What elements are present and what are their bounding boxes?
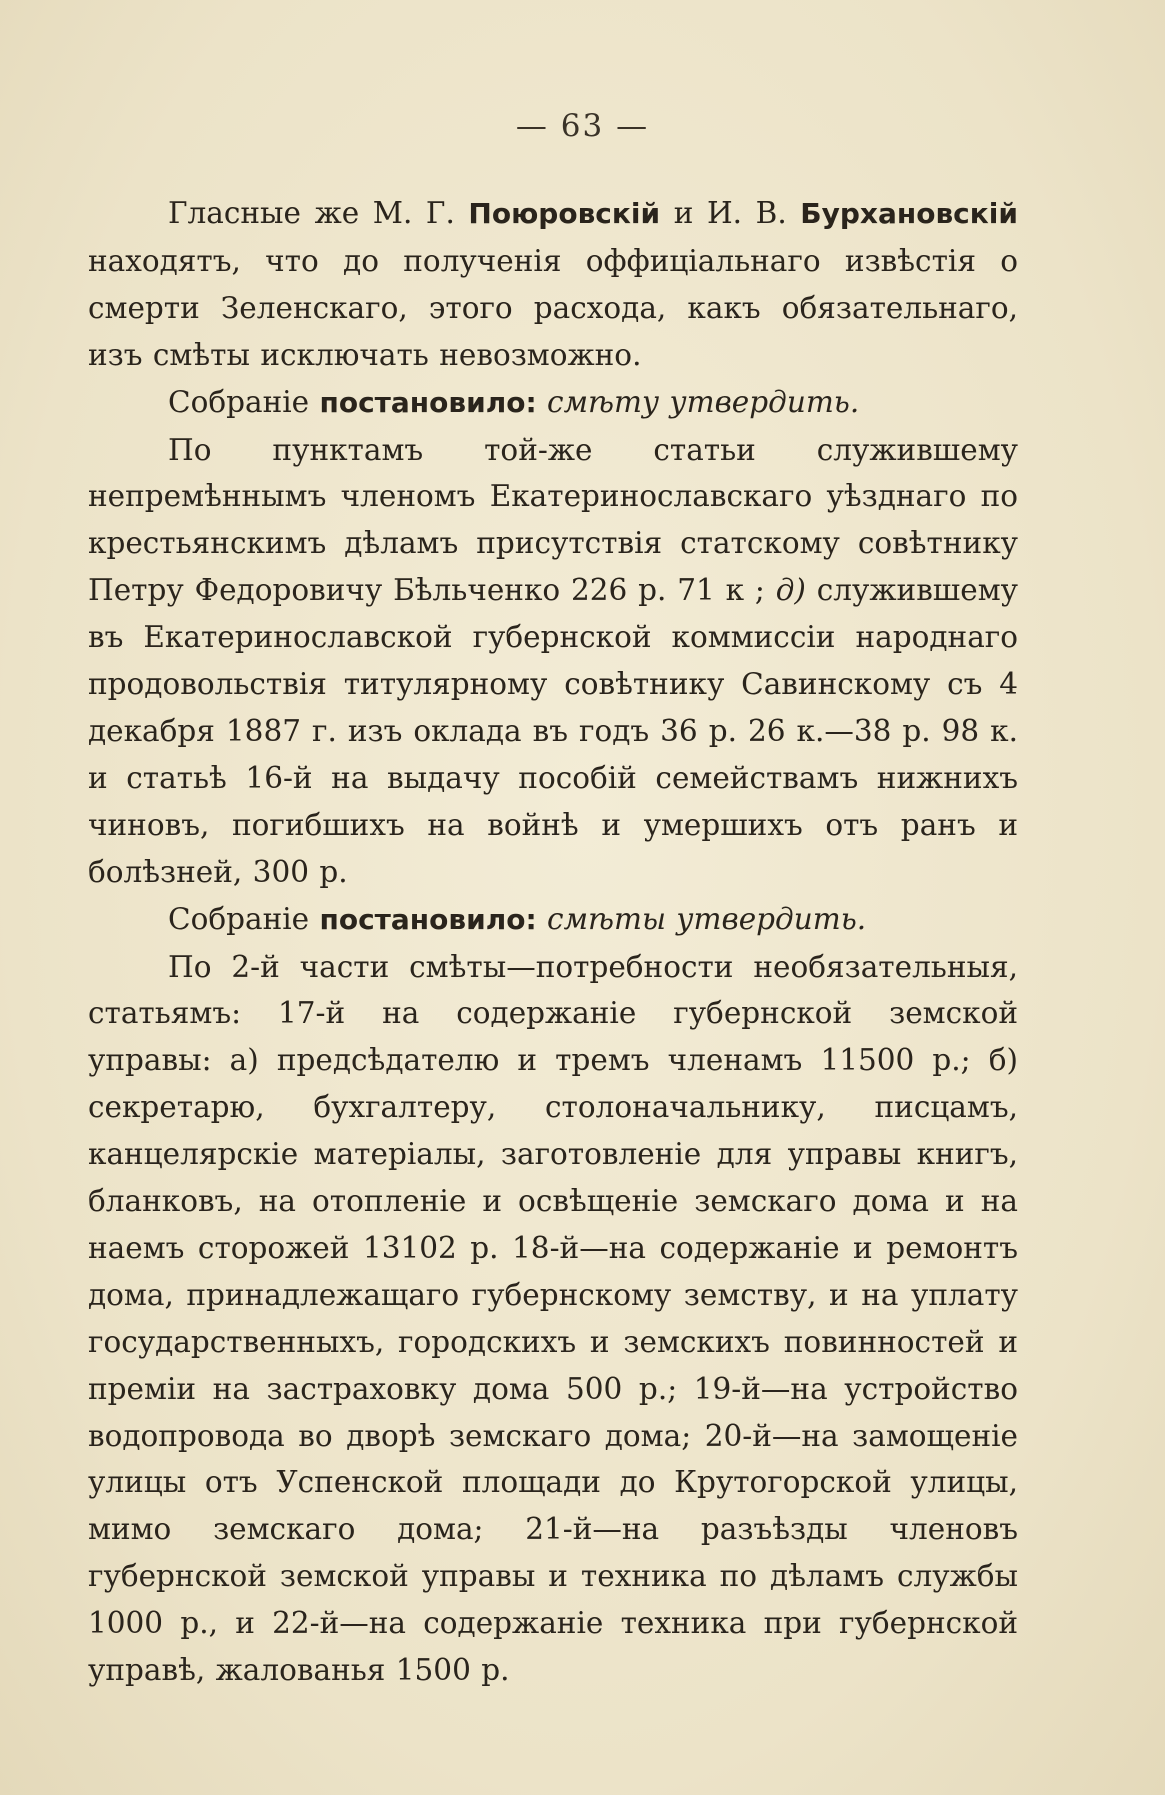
- text-run: По 2-й части смѣты—потребности необязательныя, статьямъ: 17-й на содержаніе губернской земской управы: а) предсѣдателю и тремъ членамъ 11500 р.; б) секретарю, бухгалтеру, столоначальнику, писцамъ, канцелярскіе матеріалы, заготовленіе для управы книгъ, бланковъ, на отопленіе и освѣщеніе земскаго дома и на наемъ сторожей 13102 р. 18-й—на содержаніе и ремонтъ дома, принадлежащаго губернскому земству, и на уплату государственныхъ, городскихъ и земскихъ повинностей и преміи на застраховку дома 500 р.; 19-й—на устройство водопровода во дворѣ земскаго дома; 20-й—на замощеніе улицы отъ Успенской площади до Крутогорской улицы, мимо земскаго дома; 21-й—на разъѣзды членовъ губернской земской управы и техника по дѣламъ службы 1000 р., и 22-й—на содержаніе техника при губернской управѣ, жалованья 1500 р.: [88, 949, 1018, 1688]
- text-run: служившему въ Екатеринославской губернской коммиссіи народнаго продовольствія титулярному совѣтнику Савинскому съ 4 декабря 1887 г. изъ оклада въ годъ 36 р. 26 к.—38 р. 98 к. и статьѣ 16-й на выдачу пособій семействамъ нижнихъ чиновъ, погибшихъ на войнѣ и умершихъ отъ ранъ и болѣзней, 300 р.: [88, 573, 1018, 889]
- paragraph-items: [88, 427, 1018, 896]
- name-poyurovsky: Поюровскій: [468, 197, 661, 230]
- body-text: [88, 190, 1018, 1694]
- text-run: и И. В.: [660, 196, 801, 230]
- resolution-text: смѣту утвердить.: [536, 384, 860, 419]
- paragraph-objection: [88, 190, 1018, 379]
- text-run: По пунктамъ той-же статьи служившему непремѣннымъ членомъ Екатеринославскаго уѣзднаго по крестьянскимъ дѣламъ присутствія статскому совѣтнику Петру Федоровичу Бѣльченко 226 р. 71 к ;: [88, 432, 1018, 608]
- paragraph-resolution-1: [88, 379, 1018, 427]
- paragraph-part-two: [88, 944, 1018, 1695]
- text-run: Собраніе: [168, 384, 320, 419]
- resolution-text: смѣты утвердить.: [536, 901, 867, 936]
- resolution-keyword: постановило:: [319, 385, 537, 419]
- paragraph-resolution-2: [88, 896, 1018, 944]
- text-run: Собраніе: [168, 901, 320, 936]
- item-letter: д): [775, 573, 806, 608]
- text-run: Гласные же М. Г.: [168, 196, 469, 230]
- resolution-keyword: постановило:: [319, 902, 537, 936]
- text-run: находятъ, что до полученія оффиціальнаго извѣстія о смерти Зеленскаго, этого расхода, какъ обязательнаго, изъ смѣты исключать невозможно.: [88, 243, 1018, 372]
- name-burkhanovsky: Бурхановскій: [800, 197, 1018, 230]
- page-number: — 63 —: [515, 108, 650, 144]
